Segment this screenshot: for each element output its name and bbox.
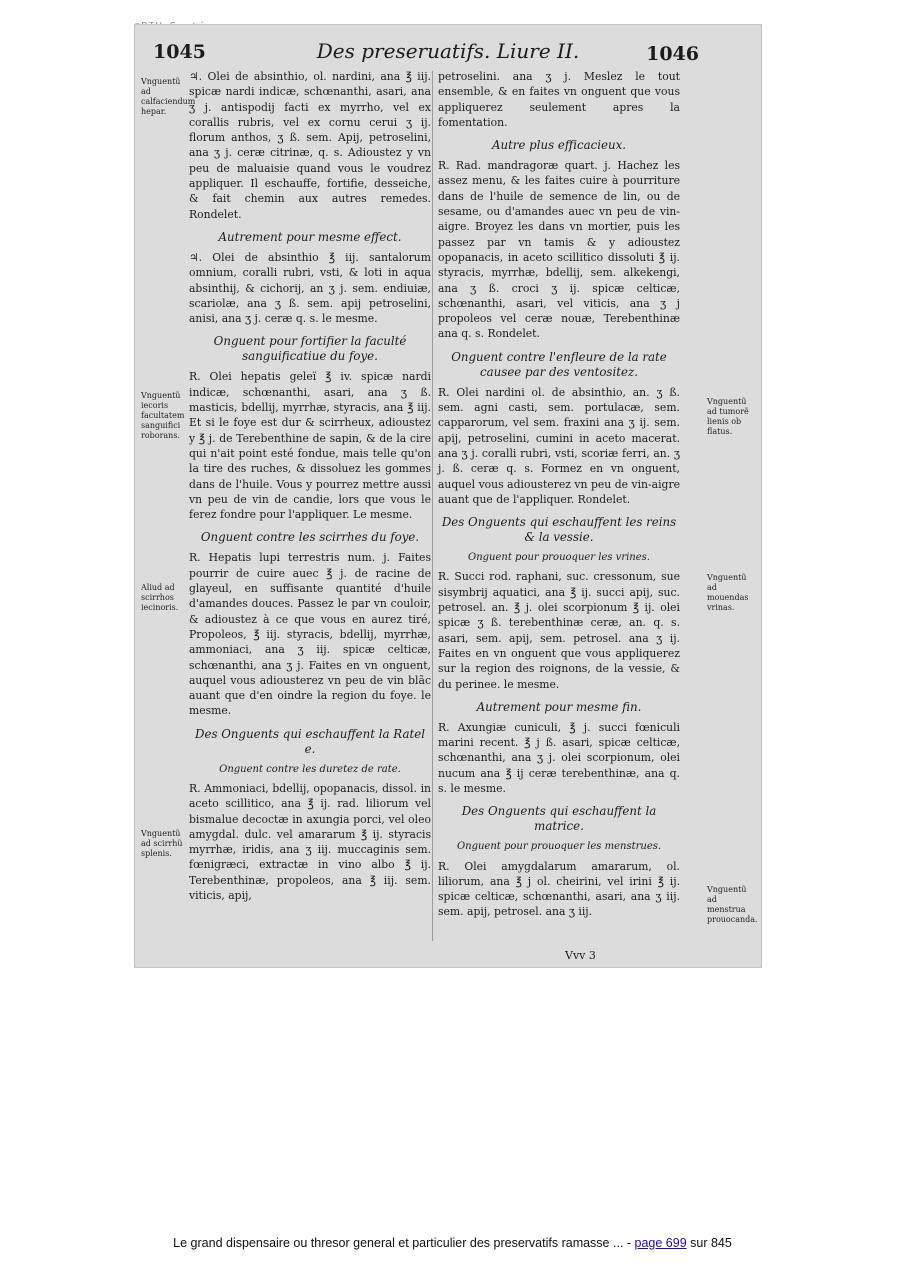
recipe-paragraph: R. Rad. mandragoræ quart. j. Hachez les assez menu, & les faites cuire à pourriture dans de l'huile de semence de lin, ou de sesame, ou d'amandes auec vn peu de vin-aigre. Broyez les dans vn mortier, puis les passez par vn tamis & y adioustez opopanacis, in aceto scillitico dissoluti ℥ ij. styracis, myrrhæ, bdellij, sem. alkekengi, ana ʒ ß. croci ʒ ij. spicæ celticæ, schœnanthi, asari, vel viticis, ana ʒ j propoleos vel ceræ nouæ, Terebenthinæ ana q. s. Rondelet. [438,159,680,341]
recipe-paragraph: ♃. Olei de absinthio, ol. nardini, ana ℥ iij. spicæ nardi indicæ, schœnanthi, asari, ana ʒ j. antispodij facti ex myrrho, vel ex corallis rubris, vel ex cornu cerui ʒ ij. florum anthos, ʒ ß. sem. Apij, petroselini, ana ʒ j. ceræ citrinæ, q. s. Adioustez y vn peu de maluaisie quand vous le voudrez appliquer. Il eschauffe, fortifie, desseiche, & fait chemin aux autres remedes. Rondelet. [189,70,431,221]
recipe-paragraph: R. Ammoniaci, bdellij, opopanacis, dissol. in aceto scillitico, ana ℥ ij. rad. liliorum vel bismalue decoctæ in axungia porci, vel oleo amygdal. dulc. vel amararum ℥ ij. styracis myrrhæ, iridis, ana ʒ iij. muccaginis sem. fœnigræci, extractæ in vino albo ℥ ij. Terebenthinæ, propoleos, ana ℥ iij. sem. viticis, apij, [189,781,431,903]
signature-mark: Vvv 3 [565,949,596,962]
section-heading: Autrement pour mesme fin. [476,699,642,714]
margin-note: Vnguentũ ad mouendas vrinas. [707,573,749,612]
section-heading: Onguent contre les scirrhes du foye. [200,530,420,545]
margin-note: Vnguentũ ad menstrua prouocanda. [707,885,758,924]
section-heading: Onguent contre l'enfleure de la rate causee par des ventositez. [451,349,667,379]
page-caption [0,1236,905,1250]
recipe-paragraph: ♃. Olei de absinthio ℥ iij. santalorum omnium, coralli rubri, vsti, & loti in aqua absinthij, & cichorij, an ʒ j. sem. endiuiæ, scariolæ, ana ʒ ß. sem. apij petroselini, anisi, ana ʒ j. ceræ q. s. le mesme. [189,250,431,326]
recipe-paragraph: R. Olei hepatis geleï ℥ iv. spicæ nardi indicæ, schœnanthi, asari, ana ʒ ß. masticis, bdellij, myrrhæ, styracis, ana ℥ iij. Et si le foye est dur & scirrheux, adioustez y ℥ j. de Terebenthine de sapin, & de la cire qui n'ait point esté fondue, mais telle qu'on la tire des ruches, & dissoluez les gommes dans de l'huile. Vous y pourrez mettre aussi vn peu de vin de candie, lors que vous le ferez fondre pour l'appliquer. Le mesme. [189,370,431,522]
section-heading: Autre plus efficacieux. [491,138,627,153]
recipe-paragraph: R. Olei amygdalarum amararum, ol. liliorum, ana ℥ j ol. cheirini, vel irini ℥ ij. spicæ celticæ, schœnanthi, asari, ana ʒ iij. sem. apij, petrosel. ana ʒ iij. [438,859,680,919]
caption-total: sur 845 [686,1236,732,1250]
running-title: Des preseruatifs. Liure II. [316,39,580,63]
page-number-left: 1045 [153,41,206,63]
margin-note: Vnguentũ ad calfaciendum hepar. [141,77,196,116]
section-heading: Des Onguents qui eschauffent la matrice. [461,804,657,834]
page-number-right: 1046 [646,43,699,65]
sub-heading: Onguent pour prouoquer les menstrues. [456,841,662,853]
sub-heading: Onguent contre les duretez de rate. [219,763,401,775]
left-column [189,69,431,909]
margin-note: Vnguentũ iecoris facultatem sanguifici roborans. [141,391,185,440]
recipe-paragraph: R. Succi rod. raphani, suc. cressonum, sue sisymbrij aquatici, ana ℥ ij. succi apij, suc. petrosel. an. ℥ j. olei scorpionum ℥ ij. olei spicæ ʒ ß. terebenthinæ ceræ, an. q. s. asari, sem. apij, sem. petrosel. ana ʒ ij. Faites en vn onguent que vous appliquerez sur la region des roignons, de la vessie, & du perinee. le mesme. [438,570,680,691]
margin-note: Vnguentũ ad scirrhũ splenis. [141,829,183,858]
section-heading: Onguent pour fortifier la faculté sanguificatiue du foye. [213,334,407,364]
page-link[interactable]: page 699 [634,1236,687,1250]
recipe-paragraph: petroselini. ana ʒ j. Meslez le tout ensemble, & en faites vn onguent que vous appliquerez seulement apres la fomentation. [438,70,680,129]
right-column [438,69,680,926]
section-heading: Des Onguents qui eschauffent la Ratel e. [195,726,425,756]
column-divider [432,71,433,941]
recipe-paragraph: R. Olei nardini ol. de absinthio, an. ʒ ß. sem. agni casti, sem. portulacæ, sem. capparorum, vel sem. fraxini ana ʒ ij. sem. apij, petroselini, cumini in aceto macerat. ana ʒ j. coralli rubri, vsti, scoriæ ferri, an. ʒ j. ß. ceræ q. s. Formez en vn onguent, auquel vous adiousterez vn peu de vin-aigre auant que de l'appliquer. Rondelet. [438,385,680,506]
section-heading: Des Onguents qui eschauffent les reins & la vessie. [441,515,677,545]
section-heading: Autrement pour mesme effect. [218,229,402,244]
recipe-paragraph: R. Axungiæ cuniculi, ℥ j. succi fœniculi marini recent. ℥ j ß. asari, spicæ celticæ, schœnanthi, ana ʒ j. olei scorpionum, olei nucum ana ℥ ij ceræ terebenthinæ, ana q. s. le mesme. [438,720,680,795]
margin-note: Aliud ad scirrhos iecinoris. [141,583,179,612]
sub-heading: Onguent pour prouoquer les vrines. [468,552,650,564]
caption-title: Le grand dispensaire ou thresor general et particulier des preservatifs ramasse ... - [173,1236,635,1250]
recipe-paragraph: R. Hepatis lupi terrestris num. j. Faites pourrir de cuire auec ℥ j. de racine de glayeul, en suffisante quantité d'huile d'amandes douces. Passez le par vn couloir, & adioustez à ce que vous en aurez tiré, Propoleos, ℥ iij. styracis, bdellij, myrrhæ, ammoniaci, ana ʒ iij. spicæ celticæ, schœnanthi, ana ʒ j. Faites en vn onguent, auquel vous adiousterez vn peu de vin blãc auant que d'en oindre la region du foye. le mesme. [189,551,431,718]
page-header [135,35,761,69]
scanned-page [134,24,762,968]
margin-note: Vnguentũ ad tumorẽ lienis ob flatus. [707,397,749,436]
